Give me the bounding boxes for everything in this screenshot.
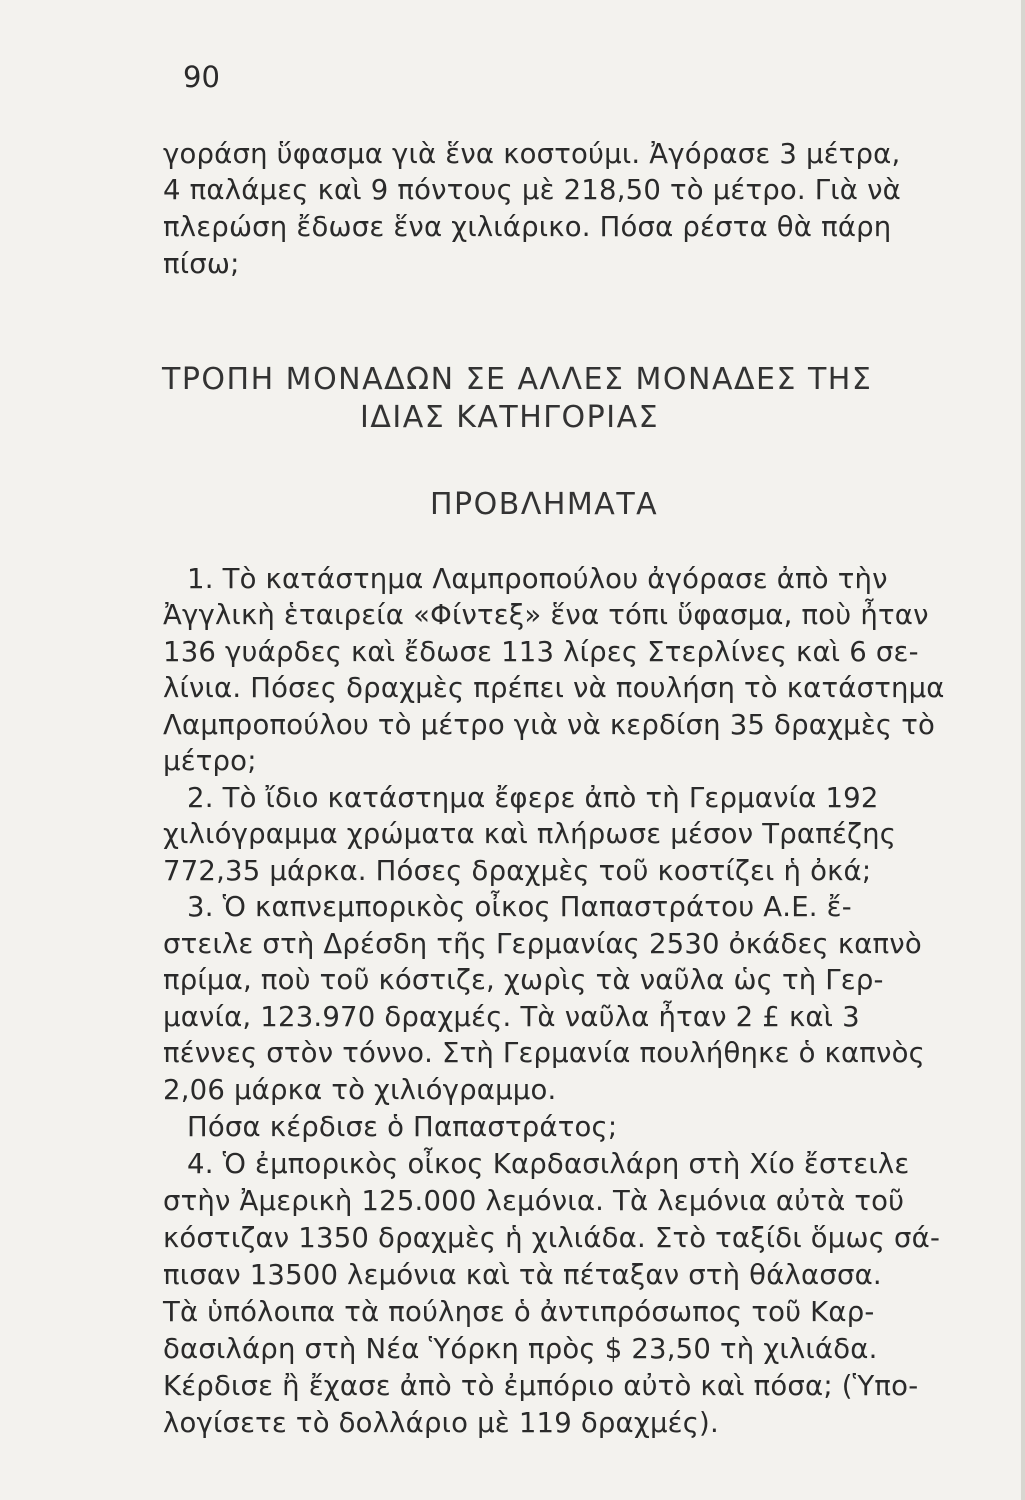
intro-line: πίσω;	[163, 248, 240, 280]
problem-line: 1. Τὸ κατάστημα Λαμπροπούλου ἀγόρασε ἀπὸ τὴν	[187, 563, 888, 595]
problem-line: λίνια. Πόσες δραχμὲς πρέπει νὰ πουλήση τὸ κατάστημα	[163, 672, 945, 704]
problem-line: κόστιζαν 1350 δραχμὲς ἡ χιλιάδα. Στὸ ταξίδι ὅμως σά-	[163, 1222, 941, 1254]
problem-line: στειλε στὴ Δρέσδη τῆς Γερμανίας 2530 ὀκάδες καπνὸ	[163, 928, 922, 960]
problem-line: μανία, 123.970 δραχμές. Τὰ ναῦλα ἦταν 2 £ καὶ 3	[163, 1001, 860, 1033]
problem-line: λογίσετε τὸ δολλάριο μὲ 119 δραχμές).	[163, 1407, 719, 1439]
section-title-line-2: ΙΔΙΑΣ ΚΑΤΗΓΟΡΙΑΣ	[360, 400, 660, 435]
problem-line: Λαμπροπούλου τὸ μέτρο γιὰ νὰ κερδίση 35 δραχμὲς τὸ	[163, 709, 935, 741]
problem-line: 772,35 μάρκα. Πόσες δραχμὲς τοῦ κοστίζει ἡ ὀκά;	[163, 855, 872, 887]
problem-line: 136 γυάρδες καὶ ἔδωσε 113 λίρες Στερλίνες καὶ 6 σε-	[163, 636, 919, 668]
problem-line: 3. Ὁ καπνεμπορικὸς οἶκος Παπαστράτου Α.Ε. ἔ-	[187, 891, 852, 923]
intro-line: 4 παλάμες καὶ 9 πόντους μὲ 218,50 τὸ μέτρο. Γιὰ νὰ	[163, 174, 901, 206]
problem-line: Πόσα κέρδισε ὁ Παπαστράτος;	[187, 1111, 618, 1143]
problems-subtitle: ΠΡΟΒΛΗΜΑΤΑ	[430, 487, 659, 522]
intro-line: γοράση ὕφασμα γιὰ ἕνα κοστούμι. Ἀγόρασε 3 μέτρα,	[163, 138, 901, 170]
problem-line: Τὰ ὑπόλοιπα τὰ πούλησε ὁ ἀντιπρόσωπος τοῦ Καρ-	[163, 1296, 875, 1328]
problem-line: μέτρο;	[163, 745, 257, 777]
section-title-line-1: ΤΡΟΠΗ ΜΟΝΑΔΩΝ ΣΕ ΑΛΛΕΣ ΜΟΝΑΔΕΣ ΤΗΣ	[162, 362, 873, 397]
problem-line: πρίμα, ποὺ τοῦ κόστιζε, χωρὶς τὰ ναῦλα ὡς τὴ Γερ-	[163, 964, 884, 996]
problem-line: 4. Ὁ ἐμπορικὸς οἶκος Καρδασιλάρη στὴ Χίο ἔστειλε	[187, 1148, 910, 1180]
problem-line: 2,06 μάρκα τὸ χιλιόγραμμο.	[163, 1074, 557, 1106]
problem-line: Κέρδισε ἢ ἔχασε ἀπὸ τὸ ἐμπόριο αὐτὸ καὶ πόσα; (Ὑπο-	[163, 1370, 919, 1402]
page-number: 90	[183, 60, 220, 94]
intro-line: πλερώση ἔδωσε ἕνα χιλιάρικο. Πόσα ρέστα θὰ πάρη	[163, 211, 892, 243]
problem-line: Ἀγγλικὴ ἑταιρεία «Φίντεξ» ἕνα τόπι ὕφασμα, ποὺ ἦταν	[163, 599, 929, 631]
problem-line: δασιλάρη στὴ Νέα Ὑόρκη πρὸς $ 23,50 τὴ χιλιάδα.	[163, 1333, 878, 1365]
problem-line: 2. Τὸ ἴδιο κατάστημα ἔφερε ἀπὸ τὴ Γερμανία 192	[187, 782, 879, 814]
problem-line: στὴν Ἀμερικὴ 125.000 λεμόνια. Τὰ λεμόνια αὐτὰ τοῦ	[163, 1185, 905, 1217]
problem-line: χιλιόγραμμα χρώματα καὶ πλήρωσε μέσον Τραπέζης	[163, 818, 897, 850]
page-edge	[1021, 0, 1025, 1500]
problem-line: πισαν 13500 λεμόνια καὶ τὰ πέταξαν στὴ θάλασσα.	[163, 1259, 882, 1291]
problem-line: πέννες στὸν τόννο. Στὴ Γερμανία πουλήθηκε ὁ καπνὸς	[163, 1037, 925, 1069]
